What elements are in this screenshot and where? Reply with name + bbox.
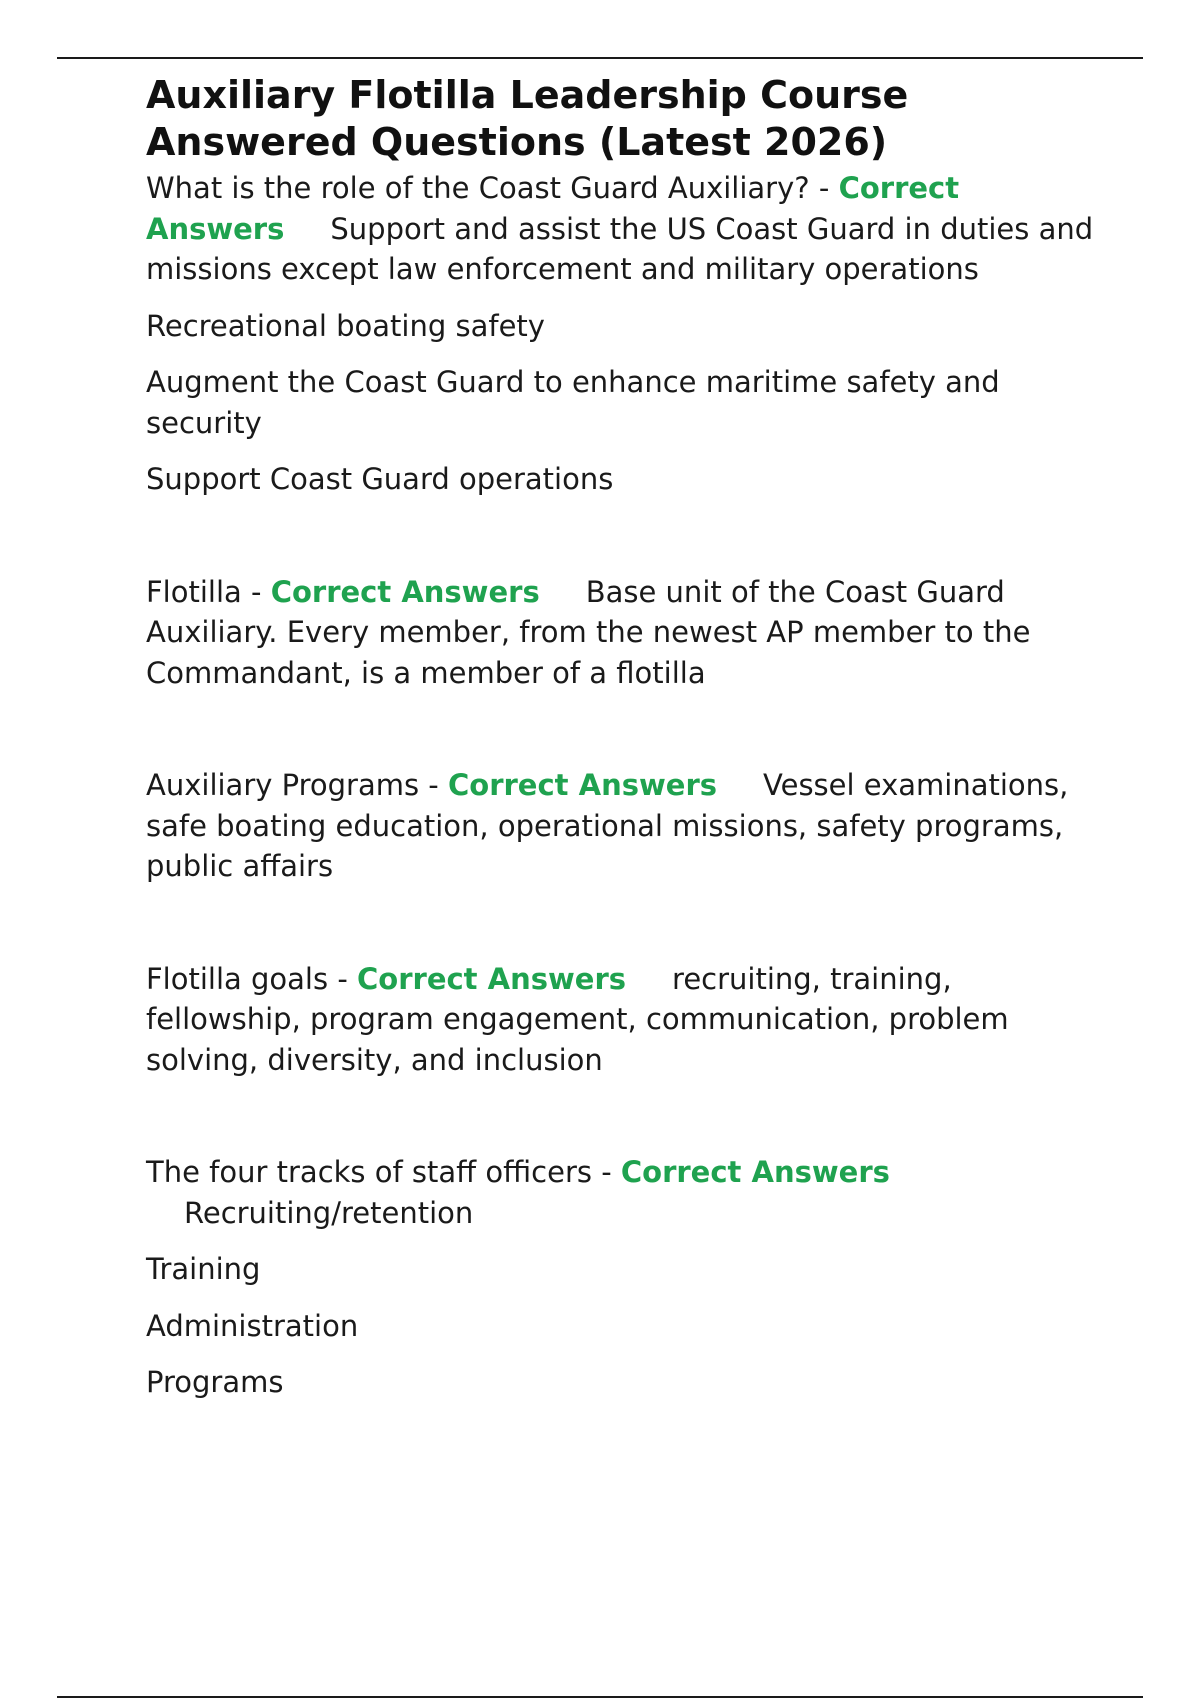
qa-item [146,168,1096,500]
question-text: The four tracks of staff officers - [146,1155,621,1189]
answer-text: recruiting, training, fellowship, program engagement, communication, problem solving, diversity, and inclusion [146,961,1009,1077]
answer-label: Correct Answers [620,1155,890,1189]
question-text: What is the role of the Coast Guard Auxiliary? - [146,171,839,205]
bottom-rule [57,1696,1143,1698]
question-text: Flotilla - [146,574,271,609]
answer-text: Base unit of the Coast Guard Auxiliary. Every member, from the newest AP member to the Commandant, is a member of a flotilla [146,574,1031,690]
answer-extra-line: Support Coast Guard operations [146,462,614,496]
answer-label: Correct Answers [146,171,960,246]
answer-label: Correct Answers [448,768,718,802]
answer-extra-line: Programs [146,1365,284,1399]
question-text: Auxiliary Programs - [146,768,448,802]
qa-text [146,765,1096,887]
document-title: Auxiliary Flotilla Leadership Course Answered Questions (Latest 2026) [146,73,909,164]
answer-label: Correct Answers [357,961,627,996]
qa-text [146,1152,1096,1233]
qa-text [146,168,1096,290]
qa-item [146,1152,1096,1403]
qa-item [146,765,1096,887]
answer-text: Support and assist the US Coast Guard in duties and missions except law enforcement and military operations [146,211,1094,286]
top-rule [57,57,1143,59]
qa-item [146,959,1096,1081]
answer-extra-line: Training [146,1252,261,1286]
answer-extra-line: Administration [146,1308,359,1343]
answer-text: Vessel examinations, safe boating education, operational missions, safety programs, public affairs [146,768,1069,883]
qa-text [146,572,1096,694]
answer-text: Recruiting/retention [184,1195,474,1230]
answer-extra-line: Recreational boating safety [146,308,545,343]
answer-extra-line: Augment the Coast Guard to enhance maritime safety and security [146,365,1000,440]
qa-item [146,572,1096,694]
document-body [146,72,1096,1403]
qa-text [146,959,1096,1081]
question-text: Flotilla goals - [146,961,358,996]
answer-label: Correct Answers [270,574,540,609]
